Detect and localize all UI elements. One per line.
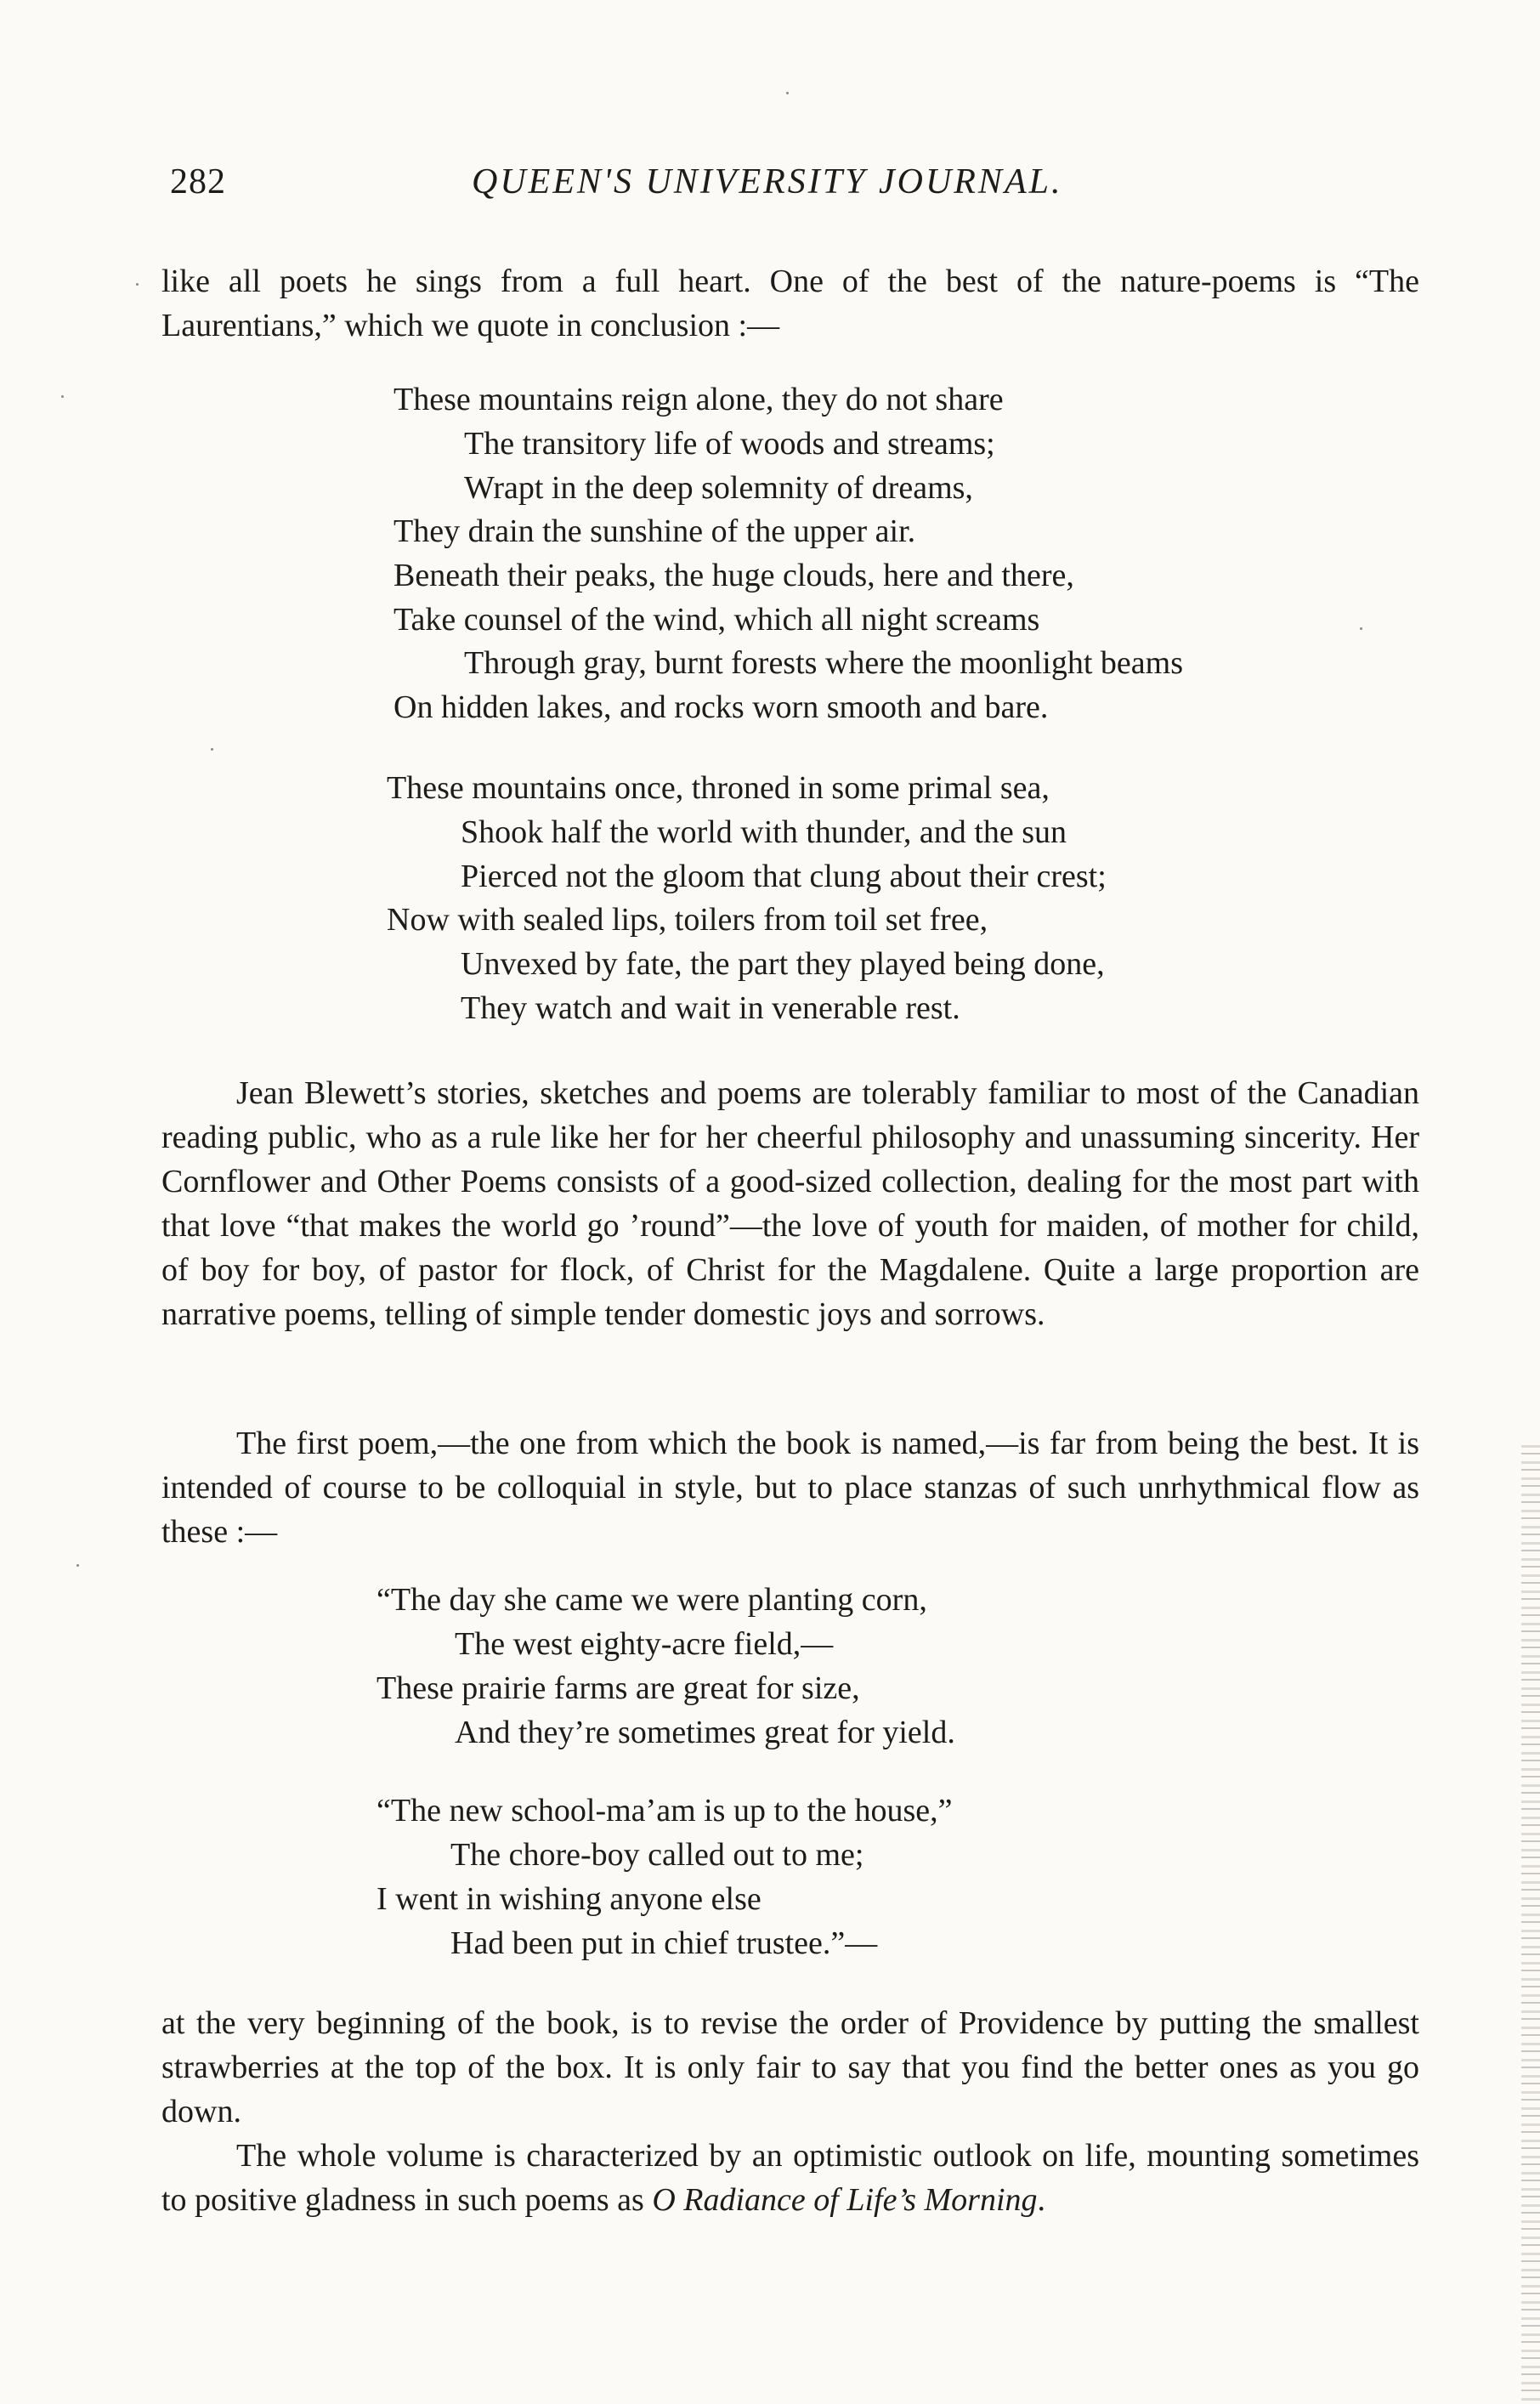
poem-line: Unvexed by fate, the part they played being done, [461, 946, 1105, 982]
paragraph-final-end: . [1037, 2182, 1046, 2218]
poem-line: Shook half the world with thunder, and the sun [461, 814, 1067, 850]
poem-line: The transitory life of woods and streams; [464, 426, 995, 462]
running-header [170, 162, 1130, 213]
paragraph-final-text: The whole volume is characterized by an optimistic outlook on life, mounting sometimes to positive gladness in such poems as [161, 2138, 1419, 2218]
poem-line: These mountains reign alone, they do not share [393, 382, 1004, 417]
poem-line: Now with sealed lips, toilers from toil set free, [387, 902, 988, 938]
poem-line: Wrapt in the deep solemnity of dreams, [464, 470, 973, 506]
poem-line: Through gray, burnt forests where the moonlight beams [464, 645, 1184, 681]
poem-line: “The new school-ma’am is up to the house,” [377, 1793, 953, 1829]
poem-line: I went in wishing anyone else [377, 1881, 762, 1917]
scan-speck [76, 1564, 79, 1567]
paragraph-revise: at the very beginning of the book, is to revise the order of Providence by putting the smallest strawberries at the top of the box. It is only fair to say that you find the better ones as you go down. [161, 2005, 1419, 2129]
poem-line: The chore-boy called out to me; [450, 1837, 864, 1873]
poem-line: And they’re sometimes great for yield. [455, 1715, 955, 1750]
paragraph-blewett: Jean Blewett’s stories, sketches and poems are tolerably familiar to most of the Canadian reading public, who as a rule like her for her cheerful philosophy and unassuming sincerity. Her Cornflower and Other Poems consists of a good-sized collection, dealing for the most part with that love “that makes the world go ’round”—the love of youth for maiden, of mother for child, of boy for boy, of pastor for flock, of Christ for the Magdalene. Quite a large proportion are narrative poems, telling of simple tender domestic joys and sorrows. [161, 1075, 1419, 1332]
paragraph-first-poem: The first poem,—the one from which the book is named,—is far from being the best. It is intended of course to be colloquial in style, but to place stanzas of such unrhythmical flow as these :— [161, 1426, 1419, 1550]
scan-edge-artifact [1521, 1445, 1540, 2404]
poem-line: These prairie farms are great for size, [377, 1670, 860, 1706]
page-number: 282 [170, 162, 226, 201]
poem-title-italic: O Radiance of Life’s Morning [652, 2182, 1038, 2218]
poem-line: They drain the sunshine of the upper air. [393, 513, 916, 549]
journal-title: QUEEN'S UNIVERSITY JOURNAL. [472, 162, 1063, 201]
poem-line: The west eighty-acre field,— [455, 1626, 834, 1662]
intro-paragraph: like all poets he sings from a full heart. One of the best of the nature-poems is “The Laurentians,” which we quote in conclusion :— [161, 264, 1419, 343]
poem-line: They watch and wait in venerable rest. [461, 990, 960, 1026]
poem-line: Pierced not the gloom that clung about their crest; [461, 859, 1107, 894]
poem-line: “The day she came we were planting corn, [377, 1582, 927, 1618]
poem-line: Beneath their peaks, the huge clouds, here and there, [393, 558, 1074, 593]
poem-line: On hidden lakes, and rocks worn smooth and bare. [393, 689, 1049, 725]
paragraph-final [161, 2134, 1419, 2222]
scan-speck [61, 395, 64, 398]
scan-speck [136, 283, 139, 286]
scan-speck [1360, 627, 1362, 630]
poem-line: These mountains once, throned in some primal sea, [387, 770, 1050, 806]
poem-line: Had been put in chief trustee.”— [450, 1925, 878, 1961]
poem-line: Take counsel of the wind, which all night screams [393, 602, 1040, 638]
scan-speck [786, 92, 789, 94]
scan-speck [211, 748, 213, 751]
